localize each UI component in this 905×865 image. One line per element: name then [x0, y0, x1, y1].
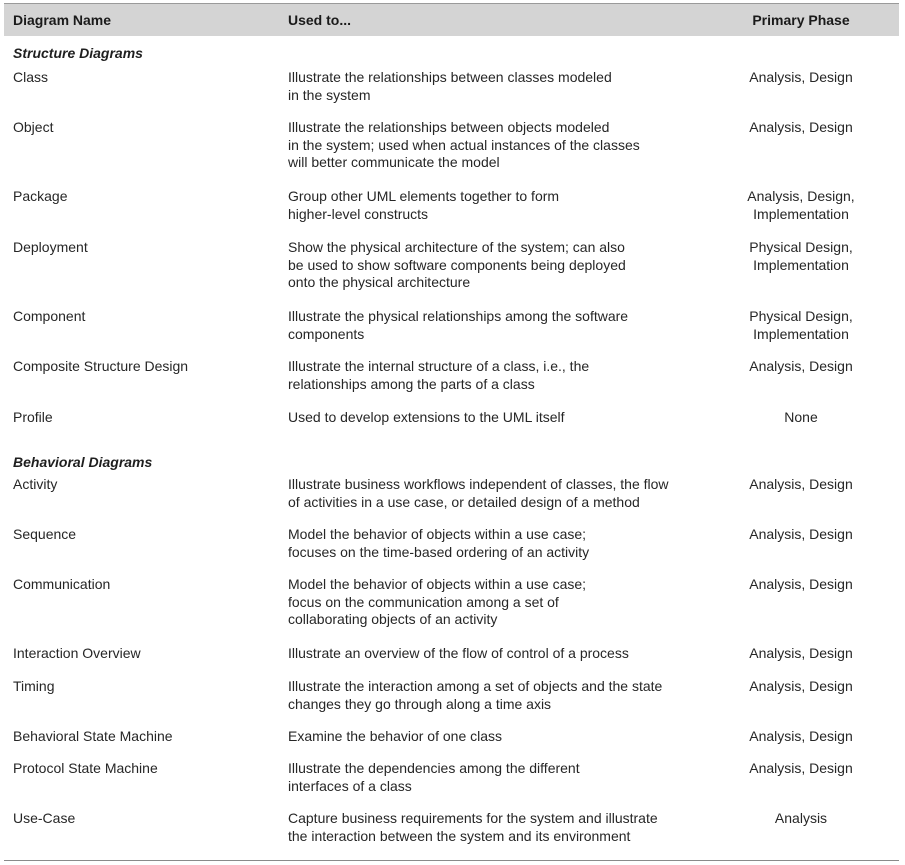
- table-row: [4, 678, 899, 713]
- phase-line: None: [784, 409, 818, 425]
- table-row: [4, 239, 899, 292]
- purpose-line: interfaces of a class: [288, 777, 412, 794]
- diagram-purpose: [278, 409, 703, 427]
- table-row: [4, 476, 899, 511]
- purpose-line: in the system; used when actual instances of the classes: [288, 136, 640, 153]
- diagram-name: Composite Structure Design: [13, 358, 189, 374]
- diagram-name: Profile: [13, 409, 53, 425]
- primary-phase: [703, 645, 899, 663]
- purpose-line: relationships among the parts of a class: [288, 375, 535, 392]
- phase-line: Analysis, Design: [749, 526, 853, 542]
- diagram-name: Activity: [13, 476, 58, 492]
- phase-line: Physical Design,: [749, 239, 853, 255]
- primary-phase: [703, 358, 899, 376]
- primary-phase: [703, 119, 899, 137]
- diagram-name: Interaction Overview: [13, 645, 141, 661]
- primary-phase: [703, 526, 899, 544]
- table-row: [4, 119, 899, 172]
- phase-line: Analysis: [774, 810, 828, 826]
- phase-line: Analysis, Design: [749, 69, 853, 85]
- purpose-line: will better communicate the model: [288, 154, 500, 170]
- phase-line: Analysis, Design: [749, 728, 853, 744]
- phase-line: Analysis, Design: [749, 645, 853, 661]
- table-row: [4, 526, 899, 561]
- purpose-line: Examine the behavior of one class: [288, 728, 503, 744]
- purpose-line: Group other UML elements together to form: [288, 188, 560, 204]
- diagram-name: Package: [13, 188, 68, 204]
- purpose-line: Illustrate the dependencies among the different: [288, 760, 580, 776]
- table-row: [4, 760, 899, 795]
- purpose-line: Illustrate the physical relationships among the software: [288, 308, 629, 324]
- diagram-name: Timing: [13, 678, 55, 694]
- diagram-purpose: [278, 188, 703, 223]
- section-heading: Behavioral Diagrams: [13, 454, 153, 470]
- primary-phase: [703, 728, 899, 746]
- table-row: [4, 409, 899, 427]
- purpose-line: Illustrate the internal structure of a class, i.e., the: [288, 358, 590, 374]
- primary-phase: [703, 476, 899, 494]
- diagram-purpose: [278, 810, 703, 845]
- diagram-purpose: [278, 358, 703, 393]
- table-row: [4, 308, 899, 343]
- purpose-line: of activities in a use case, or detailed design of a method: [288, 493, 640, 510]
- diagram-name: Component: [13, 308, 86, 324]
- primary-phase: [703, 576, 899, 594]
- purpose-line: focus on the communication among a set of: [288, 593, 559, 610]
- purpose-line: focuses on the time-based ordering of an activity: [288, 543, 590, 560]
- purpose-line: Show the physical architecture of the system; can also: [288, 239, 625, 255]
- purpose-line: higher-level constructs: [288, 205, 429, 222]
- purpose-line: changes they go through along a time axis: [288, 695, 552, 712]
- primary-phase: [703, 69, 899, 87]
- diagram-name: Use-Case: [13, 810, 76, 826]
- purpose-line: in the system: [288, 86, 371, 103]
- purpose-line: be used to show software components being deployed: [288, 256, 626, 273]
- purpose-line: components: [288, 325, 365, 342]
- table-row: [4, 728, 899, 746]
- primary-phase: [703, 678, 899, 696]
- section-heading: Structure Diagrams: [13, 45, 143, 61]
- diagram-purpose: [278, 308, 703, 343]
- purpose-line: Model the behavior of objects within a use case;: [288, 526, 587, 542]
- diagram-purpose: [278, 678, 703, 713]
- purpose-line: the interaction between the system and its environment: [288, 827, 631, 844]
- primary-phase: [703, 760, 899, 778]
- table-row: [4, 188, 899, 223]
- phase-line: Analysis, Design: [749, 476, 853, 492]
- diagram-purpose: [278, 119, 703, 172]
- phase-line: Analysis, Design: [749, 119, 853, 135]
- purpose-line: Illustrate an overview of the flow of control of a process: [288, 645, 629, 661]
- diagram-purpose: [278, 645, 703, 663]
- header-primary-phase: Primary Phase: [752, 12, 850, 28]
- purpose-line: Illustrate the interaction among a set of objects and the state: [288, 678, 663, 694]
- phase-line: Implementation: [753, 256, 849, 273]
- phase-line: Analysis, Design: [749, 358, 853, 374]
- header-used-to: Used to...: [288, 12, 352, 28]
- diagram-name: Object: [13, 119, 54, 135]
- phase-line: Analysis, Design: [749, 678, 853, 694]
- diagram-name: Deployment: [13, 239, 88, 255]
- header-diagram-name: Diagram Name: [13, 12, 112, 28]
- primary-phase: [703, 409, 899, 427]
- diagram-name: Behavioral State Machine: [13, 728, 173, 744]
- primary-phase: [703, 810, 899, 828]
- table-header: [4, 3, 899, 36]
- phase-line: Physical Design,: [749, 308, 853, 324]
- diagram-name: Class: [13, 69, 49, 85]
- table-row: [4, 810, 899, 845]
- uml-diagrams-table: [4, 3, 899, 861]
- phase-line: Analysis, Design,: [747, 188, 855, 204]
- purpose-line: Illustrate the relationships between objects modeled: [288, 119, 610, 135]
- diagram-purpose: [278, 760, 703, 795]
- phase-line: Analysis, Design: [749, 576, 853, 592]
- purpose-line: Used to develop extensions to the UML itself: [288, 409, 565, 425]
- purpose-line: Model the behavior of objects within a use case;: [288, 576, 587, 592]
- purpose-line: Illustrate the relationships between classes modeled: [288, 69, 612, 85]
- purpose-line: Capture business requirements for the system and illustrate: [288, 810, 658, 826]
- purpose-line: onto the physical architecture: [288, 274, 471, 290]
- primary-phase: [703, 239, 899, 274]
- primary-phase: [703, 188, 899, 223]
- table-row: [4, 358, 899, 393]
- phase-line: Implementation: [753, 325, 849, 342]
- table-row: [4, 645, 899, 663]
- diagram-purpose: [278, 239, 703, 292]
- diagram-purpose: [278, 69, 703, 104]
- diagram-purpose: [278, 476, 703, 511]
- table-row: [4, 69, 899, 104]
- table-row: [4, 576, 899, 629]
- purpose-line: collaborating objects of an activity: [288, 611, 498, 627]
- phase-line: Implementation: [753, 205, 849, 222]
- diagram-name: Protocol State Machine: [13, 760, 158, 776]
- diagram-name: Sequence: [13, 526, 77, 542]
- diagram-purpose: [278, 728, 703, 746]
- primary-phase: [703, 308, 899, 343]
- purpose-line: Illustrate business workflows independent of classes, the flow: [288, 476, 669, 492]
- diagram-name: Communication: [13, 576, 111, 592]
- phase-line: Analysis, Design: [749, 760, 853, 776]
- diagram-purpose: [278, 526, 703, 561]
- diagram-purpose: [278, 576, 703, 629]
